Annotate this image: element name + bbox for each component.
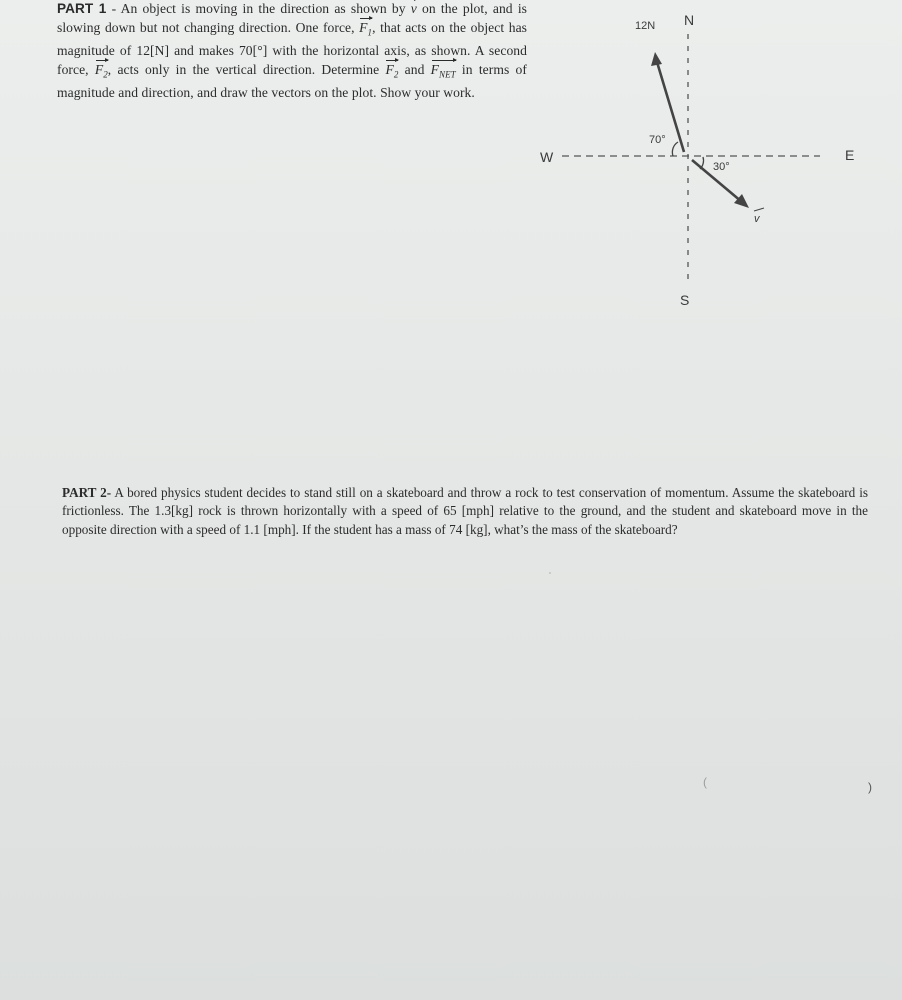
pencil-mark: ˈ bbox=[548, 570, 552, 584]
part1-title: PART 1 bbox=[57, 1, 107, 16]
part1-text-e: and bbox=[398, 61, 431, 77]
west-label: W bbox=[540, 149, 554, 165]
part2-text: A bored physics student decides to stand still on a skateboard and throw a rock to test conservation of momentum. Assume the skateboard is frictionless. The 1.3[kg] rock is thrown horizontally with a speed of 65 [mph] relative to the ground, and the student and skateboard move in the opposite direction with a speed of 1.1 [mph]. If the student has a mass of 74 [kg], what’s the mass of the skateboard? bbox=[62, 485, 869, 537]
north-label: N bbox=[684, 12, 695, 28]
east-label: E bbox=[845, 147, 855, 163]
vector-diagram bbox=[520, 0, 902, 330]
angle-v-label: 30° bbox=[713, 161, 730, 173]
part1-text-c: , that acts on the object has magnitude of 12[N] and makes 70[°] with the horizontal axis, as shown. A second force, bbox=[57, 19, 527, 77]
angle-f1-label: 70° bbox=[649, 134, 666, 146]
velocity-label: v bbox=[754, 213, 760, 225]
part1-text-a: - An object is moving in the direction as shown by bbox=[106, 1, 411, 16]
f1-symbol: $F_1$ bbox=[359, 19, 372, 42]
f1-arrowhead bbox=[651, 52, 662, 66]
angle-arc-f1 bbox=[672, 142, 678, 156]
part2-problem bbox=[62, 484, 868, 539]
force-magnitude-label: 12N bbox=[635, 20, 656, 32]
part1-text-b: on the plot, and is slowing down but not changing direction. One force, bbox=[57, 1, 527, 35]
part1-text-f: in terms of magnitude and direction, and draw the vectors on the plot. Show your work. bbox=[57, 61, 527, 100]
f2-symbol: $F_2$ bbox=[95, 61, 108, 84]
part2-title: PART 2- bbox=[62, 485, 112, 500]
velocity-label-arrow bbox=[754, 208, 764, 211]
velocity-symbol: v bbox=[411, 0, 417, 19]
pencil-mark: ) bbox=[868, 780, 872, 794]
pencil-mark: ( bbox=[703, 775, 707, 789]
south-label: S bbox=[680, 292, 690, 308]
part1-problem bbox=[57, 0, 527, 102]
part1-text-d: , acts only in the vertical direction. Determine bbox=[107, 61, 386, 77]
f2-symbol-second: $F_2$ bbox=[385, 61, 398, 84]
fnet-symbol: $F_{NET}$ bbox=[431, 61, 456, 84]
